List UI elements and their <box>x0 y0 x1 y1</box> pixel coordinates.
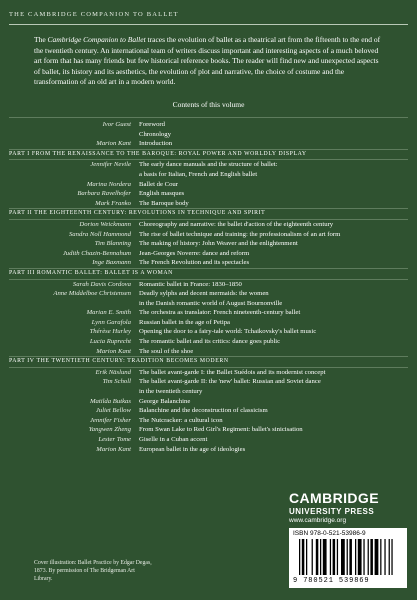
toc-entry-author: Matilda Butkas <box>89 397 131 405</box>
toc-entry-title: The Baroque body <box>139 199 189 207</box>
barcode-bar <box>320 539 321 575</box>
top-rule <box>9 24 408 25</box>
toc-entry-author: Ivor Guest <box>102 121 131 128</box>
barcode-bar <box>384 539 385 575</box>
toc-entry <box>0 425 417 435</box>
cover-credit: Cover illustration: Ballet Practice by Edgar Degas, 1873. By permission of The Bridgeman Art Library. <box>34 560 152 582</box>
toc-entry-title: The ballet avant-garde II: the 'new' ballet: Russian and Soviet dance <box>139 378 321 386</box>
toc-entry <box>0 318 417 328</box>
toc-entry-author: Lester Tome <box>98 436 131 443</box>
toc-entry <box>0 249 417 259</box>
toc-entry-title: in the twentieth century <box>139 388 203 396</box>
barcode-bar <box>380 539 381 575</box>
barcode <box>289 528 407 588</box>
toc-entry <box>0 230 417 240</box>
toc-entry <box>0 377 417 387</box>
toc-part-heading: PART I FROM THE RENAISSANCE TO THE BAROQUE: ROYAL POWER AND WORLDLY DISPLAY <box>9 150 307 157</box>
toc-entry <box>0 170 417 180</box>
toc-entry <box>0 130 417 140</box>
toc-entry-author: Sarah Davis Cordova <box>72 280 131 288</box>
toc-entry-title: Opening the door to a fairy-tale world: Tchaikovsky's ballet music <box>139 328 317 336</box>
toc-entry-author: Lucia Ruprecht <box>89 338 131 346</box>
barcode-bar <box>375 539 379 575</box>
barcode-number: 9 780521 539869 <box>293 577 370 585</box>
barcode-bar <box>302 539 305 575</box>
toc-entry <box>0 387 417 397</box>
toc-entry-title: European ballet in the age of ideologies <box>139 445 246 453</box>
toc-entry-author: Sandra Noll Hammond <box>68 230 131 238</box>
toc-entry-author: Marian E. Smith <box>86 309 131 317</box>
blurb-book-title: Cambridge Companion to Ballet <box>47 35 146 44</box>
toc-entry-title: English masques <box>139 190 185 198</box>
toc-entry-title: The early dance manuals and the structure of ballet: <box>139 161 278 169</box>
toc-entry-title: The romantic ballet and its critics: dance goes public <box>139 338 281 346</box>
contents-heading: Contents of this volume <box>172 100 245 109</box>
toc-entry <box>0 239 417 249</box>
barcode-bar <box>341 539 345 575</box>
publisher-press: UNIVERSITY PRESS <box>289 507 375 516</box>
toc-entry <box>0 199 417 209</box>
barcode-bar <box>368 539 369 575</box>
barcode-bar <box>349 539 352 575</box>
toc-entry <box>0 416 417 426</box>
toc-entry-title: Russian ballet in the age of Petipa <box>139 318 231 326</box>
toc-entry-author: Mark Franko <box>95 199 131 207</box>
toc-entry-title: in the Danish romantic world of August Bournonville <box>139 299 283 307</box>
toc-entry <box>0 299 417 309</box>
toc-entry-title: The rise of ballet technique and training: the professionalism of an art form <box>139 230 341 238</box>
toc-entry-author: Jennifer Fisher <box>89 416 131 424</box>
toc-entry-title: Ballet de Cour <box>139 180 179 188</box>
barcode-bar <box>306 539 307 575</box>
blurb-text: traces the evolution of ballet as a theatrical art from the fifteenth to the end of the twentieth century. An international team of writers discuss important and interesting aspects of a much beloved art form that has many friends but few historical reference books. The reader will find new and unexpected aspects of ballet, its history and its aesthetics, the evolution of plot and narrative, the choice of costume and the transformation of an old art in a modern world. <box>34 35 381 87</box>
toc-entry-author: Marion Kant <box>96 347 131 355</box>
toc-entry-author: Jennifer Nevile <box>90 161 131 169</box>
toc-entry <box>0 327 417 337</box>
toc-entry-author: Marion Kant <box>96 445 131 453</box>
toc-entry-title: The soul of the shoe <box>139 347 194 355</box>
toc-entry-title: Foreword <box>139 121 166 128</box>
toc-entry-author: Marina Nordera <box>86 180 131 188</box>
toc-entry-author: Erik Näslund <box>95 368 131 376</box>
toc-entry-author: Tim Blanning <box>94 240 131 248</box>
toc-entry-author: Lynn Garafola <box>91 318 131 326</box>
toc-entry-title: Choreography and narrative: the ballet d'action of the eighteenth century <box>139 220 334 228</box>
toc-entry <box>0 445 417 455</box>
barcode-bar <box>355 539 356 575</box>
toc-entry <box>0 435 417 445</box>
barcode-bar <box>330 539 331 575</box>
isbn-text: ISBN 978-0-521-53986-9 <box>293 530 366 537</box>
barcode-bar <box>299 539 300 575</box>
toc-entry-title: The making of history: John Weaver and the enlightenment <box>139 240 298 248</box>
toc-entry-author: Anne Middelboe Christensen <box>53 290 131 298</box>
toc-entry-author: Inge Baxmann <box>92 259 131 267</box>
toc-entry <box>0 289 417 299</box>
barcode-bar <box>337 539 338 575</box>
toc-entry <box>0 337 417 347</box>
barcode-bar <box>312 539 313 575</box>
barcode-bar <box>323 539 327 575</box>
barcode-bar <box>333 539 336 575</box>
toc-entry-author: Tim Scholl <box>102 378 131 386</box>
barcode-bar <box>358 539 362 575</box>
toc-entry-title: Introduction <box>139 140 173 148</box>
toc-entry <box>0 347 417 357</box>
toc-entry <box>0 220 417 230</box>
toc-part-heading: PART III ROMANTIC BALLET: BALLET IS A WOMAN <box>9 269 173 276</box>
blurb <box>34 35 384 88</box>
table-of-contents <box>0 117 417 454</box>
toc-entry-title: Giselle in a Cuban accent <box>139 436 208 443</box>
barcode-bar <box>316 539 319 575</box>
barcode-bar <box>347 539 348 575</box>
series-title: THE CAMBRIDGE COMPANION TO BALLET <box>9 11 179 18</box>
toc-entry <box>0 258 417 268</box>
publisher-logo <box>289 490 409 524</box>
toc-entry <box>0 280 417 290</box>
toc-entry <box>0 120 417 130</box>
toc-entry-title: The Nutcracker: a cultural icon <box>139 416 223 424</box>
toc-entry-title: a basis for Italian, French and English ballet <box>139 170 258 178</box>
toc-entry-title: From Swan Lake to Red Girl's Regiment: ballet's sinicisation <box>139 426 303 434</box>
toc-entry-author: Dorion Weickmann <box>79 220 131 228</box>
publisher-name: CAMBRIDGE <box>289 490 379 506</box>
toc-entry-title: Deadly sylphs and decent mermaids: the women <box>139 290 269 298</box>
toc-entry-author: Thérèse Hurley <box>89 328 131 336</box>
toc-entry-author: Judith Chazin-Bennahum <box>62 249 131 257</box>
toc-entry <box>0 397 417 407</box>
barcode-bar <box>363 539 364 575</box>
toc-part-heading: PART IV THE TWENTIETH CENTURY: TRADITION BECOMES MODERN <box>9 358 229 365</box>
toc-entry <box>0 160 417 170</box>
toc-entry-title: Jean-Georges Noverre: dance and reform <box>139 249 250 257</box>
toc-entry-author: Juliet Bellow <box>95 407 131 415</box>
toc-entry-title: The French Revolution and its spectacles <box>139 259 250 267</box>
barcode-bars <box>299 539 397 575</box>
toc-entry-title: Balanchine and the deconstruction of classicism <box>139 407 268 415</box>
blurb-prefix: The <box>34 35 48 44</box>
toc-entry-author: Yangwen Zheng <box>88 426 131 434</box>
barcode-bar <box>391 539 392 575</box>
toc-entry-author: Barbara Ravelhofer <box>77 190 131 198</box>
barcode-bar <box>370 539 373 575</box>
toc-entry <box>0 139 417 149</box>
toc-entry-title: The ballet avant-garde I: the Ballet Suédois and its modernist concept <box>139 368 326 376</box>
toc-part-heading: PART II THE EIGHTEENTH CENTURY: REVOLUTIONS IN TECHNIQUE AND SPIRIT <box>9 210 266 217</box>
toc-entry <box>0 406 417 416</box>
toc-entry <box>0 189 417 199</box>
toc-entry <box>0 308 417 318</box>
toc-divider <box>9 117 408 118</box>
toc-entry <box>0 180 417 190</box>
barcode-bar <box>389 539 390 575</box>
toc-entry-title: Romantic ballet in France: 1830–1850 <box>139 280 242 288</box>
toc-entry-title: Chronology <box>139 130 171 138</box>
toc-entry-title: The orchestra as translator: French nineteenth-century ballet <box>139 309 301 317</box>
toc-entry-author: Marion Kant <box>96 140 131 148</box>
publisher-website: www.cambridge.org <box>289 517 347 524</box>
toc-entry <box>0 368 417 378</box>
toc-entry-title: George Balanchine <box>139 397 191 405</box>
